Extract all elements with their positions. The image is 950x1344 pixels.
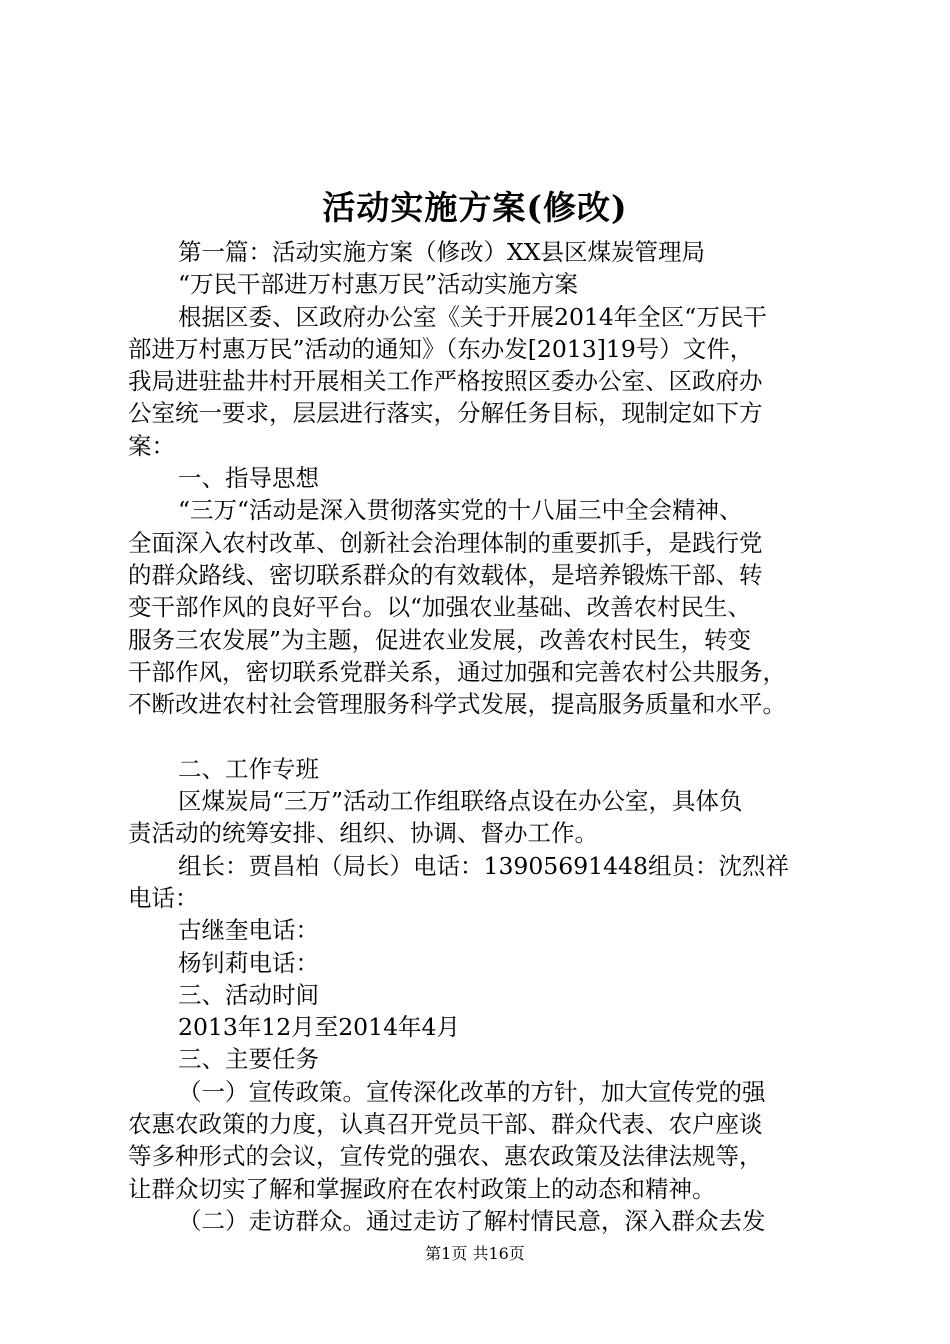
text-line: （二）走访群众。通过走访了解村情民意，深入群众去发 [178,1206,766,1235]
text-line: 根据区委、区政府办公室《关于开展2014年全区“万民干 [178,302,767,331]
section-heading: 三、活动时间 [178,980,319,1009]
page-footer: 第1页 共16页 [425,1244,525,1263]
section-heading: 一、指导思想 [178,464,319,493]
text-line: 古继奎电话： [178,916,319,945]
text-line: 案： [128,431,175,460]
text-line: 组长：贾昌柏（局长）电话：13905691448组员：沈烈祥 [178,851,789,880]
text-line: 变干部作风的良好平台。以“加强农业基础、改善农村民生、 [128,593,752,622]
text-line: 电话： [128,883,199,912]
text-line: 杨钊莉电话： [178,948,319,977]
text-line: （一）宣传政策。宣传深化改革的方针，加大宣传党的强 [178,1077,766,1106]
blank-line [128,720,833,752]
text-line: “万民干部进万村惠万民”活动实施方案 [178,270,579,299]
text-line: 第一篇：活动实施方案（修改）XX县区煤炭管理局 [178,238,705,266]
document-body [128,236,833,1237]
text-line: 2013年12月至2014年4月 [178,1013,460,1042]
text-line: 不断改进农村社会管理服务科学式发展，提高服务质量和水平。 [128,690,786,719]
section-heading: 二、工作专班 [178,754,319,783]
text-line: 干部作风，密切联系党群关系，通过加强和完善农村公共服务， [128,657,786,686]
text-line: 服务三农发展”为主题，促进农业发展，改善农村民生，转变 [128,625,752,654]
text-line: 农惠农政策的力度，认真召开党员干部、群众代表、农户座谈 [128,1110,763,1139]
text-line: 的群众路线、密切联系群众的有效载体，是培养锻炼干部、转 [128,560,763,589]
document-title: 活动实施方案(修改) [322,188,628,227]
text-line: 我局进驻盐井村开展相关工作严格按照区委办公室、区政府办 [128,367,763,396]
text-line: “三万“活动是深入贯彻落实党的十八届三中全会精神、 [178,496,743,525]
text-line: 公室统一要求，层层进行落实，分解任务目标，现制定如下方 [128,399,763,428]
section-heading: 三、主要任务 [178,1045,319,1074]
text-line: 全面深入农村改革、创新社会治理体制的重要抓手，是践行党 [128,528,763,557]
text-line: 责活动的统筹安排、组织、协调、督办工作。 [128,819,598,848]
text-line: 部进万村惠万民”活动的通知》（东办发[2013]19号）文件， [128,334,754,363]
text-line: 让群众切实了解和掌握政府在农村政策上的动态和精神。 [128,1174,716,1203]
text-line: 等多种形式的会议，宣传党的强农、惠农政策及法律法规等， [128,1142,763,1171]
text-line: 区煤炭局“三万”活动工作组联络点设在办公室，具体负 [178,787,743,816]
